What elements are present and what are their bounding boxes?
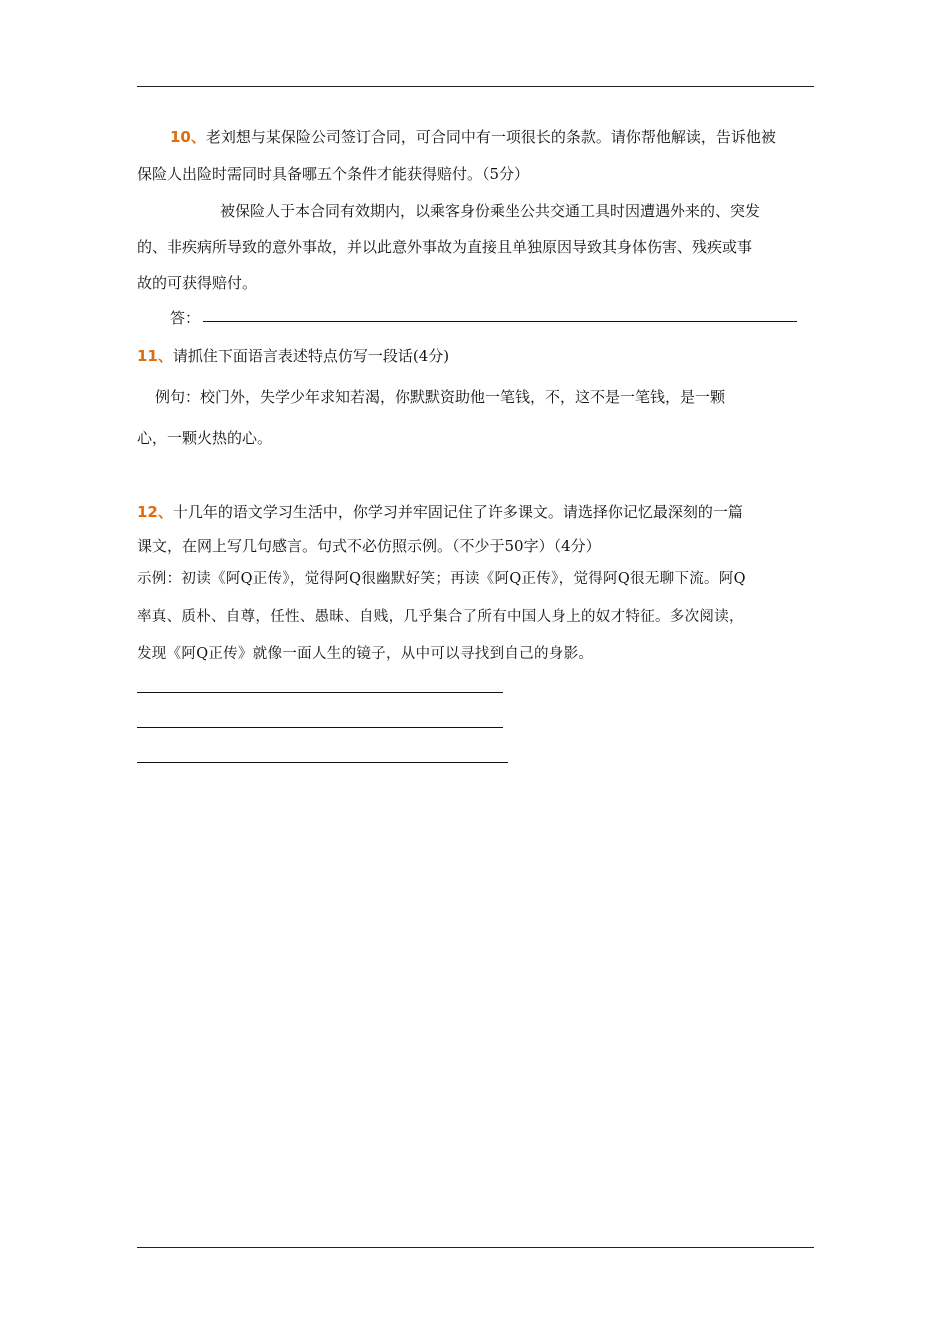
q12-number: 12、: [137, 503, 173, 521]
q10-clause-1: 被保险人于本合同有效期内，以乘客身份乘坐公共交通工具时因遭遇外来的、突发: [220, 202, 761, 220]
q12-line-1: [137, 502, 743, 522]
q12-answer-line-2[interactable]: [137, 727, 503, 728]
header-rule: [137, 86, 814, 87]
q10-answer-label: 答：: [170, 309, 201, 327]
q11-prompt: 请抓住下面语言表述特点仿写一段话(4分): [172, 347, 450, 365]
q11-example-1: 例句：校门外，失学少年求知若渴，你默默资助他一笔钱，不，这不是一笔钱，是一颗: [155, 388, 726, 406]
q10-line-2: 保险人出险时需同时具备哪五个条件才能获得赔付。（5分）: [137, 165, 530, 183]
q11-line: [137, 346, 449, 366]
q10-text-1: 老刘想与某保险公司签订合同，可合同中有一项很长的条款。请你帮他解读，告诉他被: [205, 128, 776, 146]
q11-number: 11、: [137, 347, 173, 365]
q10-clause-3: 故的可获得赔付。: [137, 274, 258, 292]
q10-line-1: [170, 127, 776, 147]
q12-example-2: 率真、质朴、自尊，任性、愚昧、自贱，几乎集合了所有中国人身上的奴才特征。多次阅读，: [137, 609, 744, 625]
q12-text-1: 十几年的语文学习生活中，你学习并牢固记住了许多课文。请选择你记忆最深刻的一篇: [172, 503, 743, 521]
q10-clause-2: 的、非疾病所导致的意外事故，并以此意外事故为直接且单独原因导致其身体伤害、残疾或事: [137, 238, 753, 256]
q12-example-1: 示例：初读《阿Q正传》，觉得阿Q很幽默好笑；再读《阿Q正传》，觉得阿Q很无聊下流。阿Q: [137, 571, 746, 587]
q12-line-2: 课文，在网上写几句感言。句式不必仿照示例。（不少于50字）（4分）: [137, 537, 601, 555]
q11-example-2: 心，一颗火热的心。: [137, 429, 273, 447]
q12-example-3: 发现《阿Q正传》就像一面人生的镜子，从中可以寻找到自己的身影。: [137, 646, 594, 662]
q12-answer-line-3[interactable]: [137, 762, 508, 763]
footer-rule: [137, 1247, 814, 1248]
q10-number: 10、: [170, 128, 206, 146]
q12-answer-line-1[interactable]: [137, 692, 503, 693]
q10-answer-line[interactable]: [203, 321, 797, 322]
